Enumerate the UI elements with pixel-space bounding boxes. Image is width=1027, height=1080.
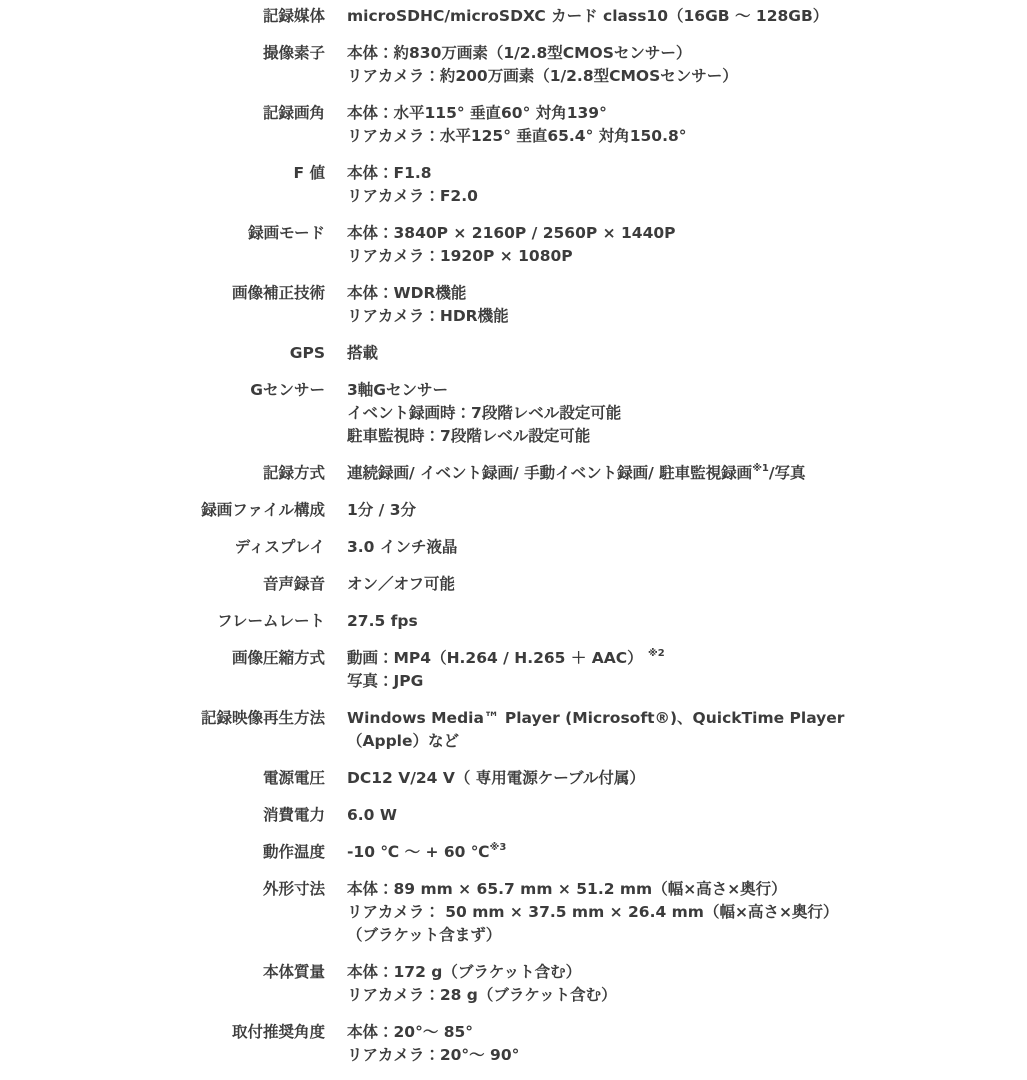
spec-value-line <box>347 42 1027 65</box>
spec-label: 取付推奨角度 <box>231 1023 325 1041</box>
spec-text: 本体：20°～ 85° <box>347 1023 474 1041</box>
spec-value-line <box>347 610 1027 633</box>
spec-text: Windows Media™ Player (Microsoft®)、QuickTime Player <box>347 709 845 727</box>
spec-text: リアカメラ：HDR機能 <box>347 307 509 325</box>
spec-text: 本体：WDR機能 <box>347 284 467 302</box>
spec-row <box>0 282 1027 328</box>
spec-text: 6.0 W <box>347 806 397 824</box>
spec-label: GPS <box>289 344 325 362</box>
spec-row <box>0 804 1027 827</box>
spec-value-line <box>347 162 1027 185</box>
spec-label: Gセンサー <box>250 381 325 399</box>
spec-value-line <box>347 402 1027 425</box>
footnote-marker: ※1 <box>752 462 769 474</box>
spec-value-line <box>347 102 1027 125</box>
spec-label: ディスプレイ <box>234 538 325 556</box>
spec-text: microSDHC/microSDXC カード class10（16GB ～ 128GB） <box>347 7 829 25</box>
spec-row <box>0 162 1027 208</box>
spec-label: 録画モード <box>248 224 325 242</box>
spec-row <box>0 462 1027 485</box>
spec-label: 記録方式 <box>262 464 325 482</box>
spec-value-line <box>347 462 1027 485</box>
spec-value <box>347 536 1027 559</box>
spec-row <box>0 707 1027 753</box>
spec-text: -10 ℃ ～ + 60 ℃ <box>347 843 490 861</box>
spec-value <box>347 878 1027 947</box>
spec-value-line <box>347 841 1027 864</box>
spec-value <box>347 804 1027 827</box>
spec-text: イベント録画時：7段階レベル設定可能 <box>347 404 622 422</box>
spec-value-line <box>347 730 1027 753</box>
spec-text: 27.5 fps <box>347 612 418 630</box>
spec-value-line <box>347 573 1027 596</box>
spec-value-line <box>347 707 1027 730</box>
spec-value-line <box>347 185 1027 208</box>
spec-value-line <box>347 961 1027 984</box>
spec-value-line <box>347 647 1027 670</box>
spec-text: リアカメラ：約200万画素（1/2.8型CMOSセンサー） <box>347 67 738 85</box>
spec-text: DC12 V/24 V（ 専用電源ケーブル付属） <box>347 769 645 787</box>
spec-row <box>0 767 1027 790</box>
spec-text: リアカメラ：1920P × 1080P <box>347 247 573 265</box>
spec-label: F 値 <box>293 164 325 182</box>
spec-row <box>0 342 1027 365</box>
spec-row <box>0 647 1027 693</box>
spec-label: 電源電圧 <box>262 769 325 787</box>
spec-text: リアカメラ： 50 mm × 37.5 mm × 26.4 mm（幅×高さ×奥行） <box>347 903 839 921</box>
spec-text: 3軸Gセンサー <box>347 381 449 399</box>
spec-row <box>0 42 1027 88</box>
spec-text: 3.0 インチ液晶 <box>347 538 458 556</box>
spec-value <box>347 222 1027 268</box>
spec-value-line <box>347 878 1027 901</box>
spec-row <box>0 878 1027 947</box>
spec-value-line <box>347 5 1027 28</box>
spec-text: 本体：約830万画素（1/2.8型CMOSセンサー） <box>347 44 692 62</box>
spec-text: 本体：89 mm × 65.7 mm × 51.2 mm（幅×高さ×奥行） <box>347 880 787 898</box>
spec-text: リアカメラ：水平125° 垂直65.4° 対角150.8° <box>347 127 687 145</box>
spec-value-line <box>347 924 1027 947</box>
spec-value <box>347 342 1027 365</box>
spec-value-line <box>347 804 1027 827</box>
spec-value-line <box>347 282 1027 305</box>
spec-value <box>347 462 1027 485</box>
spec-row <box>0 222 1027 268</box>
spec-value <box>347 573 1027 596</box>
spec-row <box>0 961 1027 1007</box>
spec-label: 音声録音 <box>262 575 325 593</box>
spec-value-line <box>347 670 1027 693</box>
spec-text: リアカメラ：F2.0 <box>347 187 478 205</box>
spec-text: 動画：MP4（H.264 / H.265 ＋ AAC） <box>347 649 649 667</box>
spec-value <box>347 767 1027 790</box>
spec-label: 本体質量 <box>262 963 325 981</box>
spec-value-line <box>347 342 1027 365</box>
spec-value-line <box>347 65 1027 88</box>
spec-text: 本体：172 g（ブラケット含む） <box>347 963 582 981</box>
spec-value <box>347 282 1027 328</box>
spec-value-line <box>347 1021 1027 1044</box>
spec-text: オン／オフ可能 <box>347 575 456 593</box>
spec-value-line <box>347 767 1027 790</box>
spec-text: リアカメラ：28 g（ブラケット含む） <box>347 986 617 1004</box>
spec-value-line <box>347 222 1027 245</box>
spec-label: 記録画角 <box>262 104 325 122</box>
spec-value <box>347 42 1027 88</box>
spec-value-line <box>347 1044 1027 1067</box>
spec-label: 画像圧縮方式 <box>231 649 325 667</box>
spec-value-line <box>347 245 1027 268</box>
spec-row <box>0 573 1027 596</box>
spec-row <box>0 102 1027 148</box>
spec-value-line <box>347 125 1027 148</box>
spec-text: 駐車監視時：7段階レベル設定可能 <box>347 427 591 445</box>
spec-label: 外形寸法 <box>262 880 325 898</box>
spec-value <box>347 379 1027 448</box>
spec-label: 消費電力 <box>262 806 325 824</box>
spec-row <box>0 1021 1027 1067</box>
spec-value-line <box>347 305 1027 328</box>
spec-row <box>0 610 1027 633</box>
spec-text: 本体：水平115° 垂直60° 対角139° <box>347 104 607 122</box>
spec-label: 撮像素子 <box>262 44 325 62</box>
spec-value-line <box>347 984 1027 1007</box>
spec-value <box>347 707 1027 753</box>
spec-value <box>347 841 1027 864</box>
spec-text: 1分 / 3分 <box>347 501 417 519</box>
spec-row <box>0 5 1027 28</box>
spec-value-line <box>347 425 1027 448</box>
spec-value <box>347 162 1027 208</box>
spec-value-line <box>347 379 1027 402</box>
spec-text: （ブラケット含まず） <box>347 926 502 944</box>
spec-value <box>347 102 1027 148</box>
spec-text: （Apple）など <box>347 732 460 750</box>
spec-value <box>347 1021 1027 1067</box>
spec-value <box>347 5 1027 28</box>
spec-label: 記録映像再生方法 <box>200 709 325 727</box>
spec-value-line <box>347 536 1027 559</box>
spec-value-line <box>347 499 1027 522</box>
spec-value <box>347 961 1027 1007</box>
spec-row <box>0 536 1027 559</box>
spec-row <box>0 841 1027 864</box>
spec-row <box>0 499 1027 522</box>
spec-value-line <box>347 901 1027 924</box>
spec-label: 記録媒体 <box>262 7 325 25</box>
spec-label: 動作温度 <box>262 843 325 861</box>
spec-text: 連続録画/ イベント録画/ 手動イベント録画/ 駐車監視録画 <box>347 464 753 482</box>
spec-value <box>347 499 1027 522</box>
spec-text: 搭載 <box>347 344 379 362</box>
spec-text: 本体：3840P × 2160P / 2560P × 1440P <box>347 224 676 242</box>
spec-text: 本体：F1.8 <box>347 164 432 182</box>
spec-label: フレームレート <box>217 612 325 630</box>
spec-text: リアカメラ：20°～ 90° <box>347 1046 520 1064</box>
spec-label: 録画ファイル構成 <box>201 501 325 519</box>
footnote-marker: ※3 <box>489 841 507 853</box>
spec-value <box>347 610 1027 633</box>
footnote-marker: ※2 <box>648 647 665 659</box>
spec-text: 写真：JPG <box>347 672 424 690</box>
spec-value <box>347 647 1027 693</box>
spec-label: 画像補正技術 <box>231 284 325 302</box>
spec-row <box>0 379 1027 448</box>
spec-text: /写真 <box>768 464 806 482</box>
